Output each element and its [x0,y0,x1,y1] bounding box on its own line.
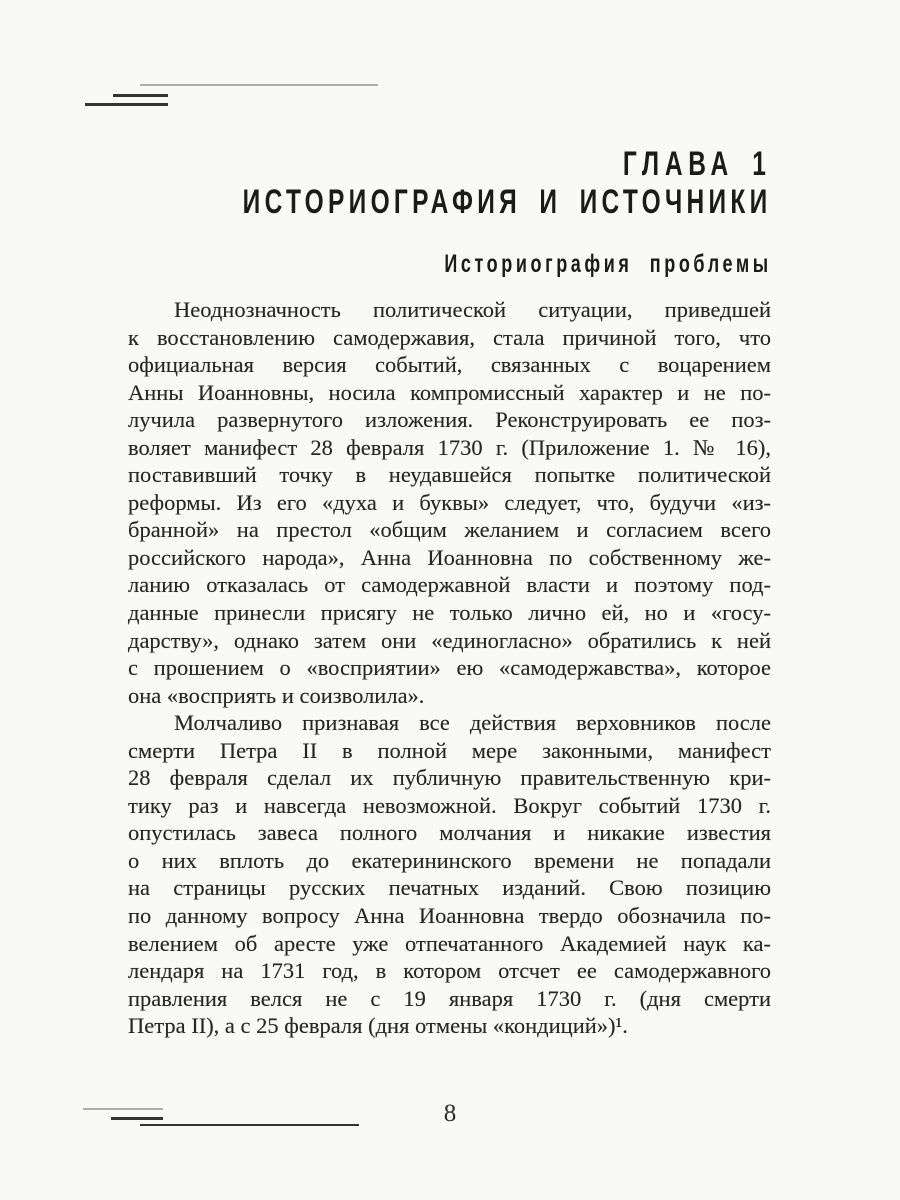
text-line: реформы. Из его «духа и буквы» следует, что, будучи «из- [128,489,771,515]
ornament-rule-top-mid [113,94,168,97]
ornament-rule-bottom-gray [83,1108,163,1110]
text-line: 28 февраля сделал их публичную правительственную кри- [128,765,771,791]
section-subtitle [0,250,772,279]
text-line: тику раз и навсегда невозможной. Вокруг событий 1730 г. [128,792,771,818]
page-number: 8 [443,1100,457,1127]
text-line: на страницы русских печатных изданий. Свою позицию [128,875,771,901]
chapter-number-text: ГЛАВА 1 [623,145,772,183]
chapter-title [0,183,772,222]
paragraph [128,709,771,1040]
text-line: она «восприять и соизволила». [128,682,425,708]
text-line: опустилась завеса полного молчания и никакие известия [128,820,771,846]
text-line: дарству», однако затем они «единогласно» обратились к ней [128,627,771,653]
text-line: смерти Петра II в полной мере законными, манифест [128,737,771,763]
text-line: по данному вопросу Анна Иоанновна твердо обозначила по- [128,903,771,929]
text-line: о них вплоть до екатерининского времени не попадали [128,847,771,873]
body-text [128,296,771,1040]
text-line: Анны Иоанновны, носила компромиссный характер и не по- [128,379,771,405]
text-line: лучила развернутого изложения. Реконструировать ее поз- [128,407,771,433]
text-line: данные принесли присягу не только лично ей, но и «госу- [128,600,771,626]
text-line: лендаря на 1731 год, в котором отсчет ее самодержавного [128,958,771,984]
ornament-rule-top-low [85,103,168,106]
text-line: бранной» на престол «общим желанием и согласием всего [128,517,771,543]
text-line: ланию отказалась от самодержавной власти и поэтому под- [128,572,771,598]
chapter-number [0,145,772,184]
text-line: Молчаливо признавая все действия верховников после [174,710,771,736]
text-line: поставивший точку в неудавшейся попытке политической [128,462,771,488]
text-line: Неоднозначность политической ситуации, приведшей [174,297,771,322]
text-line: к восстановлению самодержавия, стала причиной того, что [128,324,771,350]
ornament-rule-bottom-mid [111,1117,163,1120]
text-line: воляет манифест 28 февраля 1730 г. (Приложение 1. № 16), [128,434,771,460]
chapter-title-text: ИСТОРИОГРАФИЯ И ИСТОЧНИКИ [243,183,772,221]
text-line: с прошением о «восприятии» ею «самодержавства», которое [128,655,771,681]
text-line: велением об аресте уже отпечатанного Академией наук ка- [128,930,771,956]
text-line: российского народа», Анна Иоанновна по собственному же- [128,544,771,570]
text-line: официальная версия событий, связанных с воцарением [128,352,771,378]
section-subtitle-text: Историография проблемы [444,250,772,278]
ornament-rule-bottom-long [140,1124,359,1126]
text-line: правления велся не с 19 января 1730 г. (дня смерти [128,985,771,1011]
ornament-rule-top-long [140,84,378,86]
text-line: Петра II), а с 25 февраля (дня отмены «кондиций»)¹. [128,1013,628,1039]
paragraph [128,296,771,709]
